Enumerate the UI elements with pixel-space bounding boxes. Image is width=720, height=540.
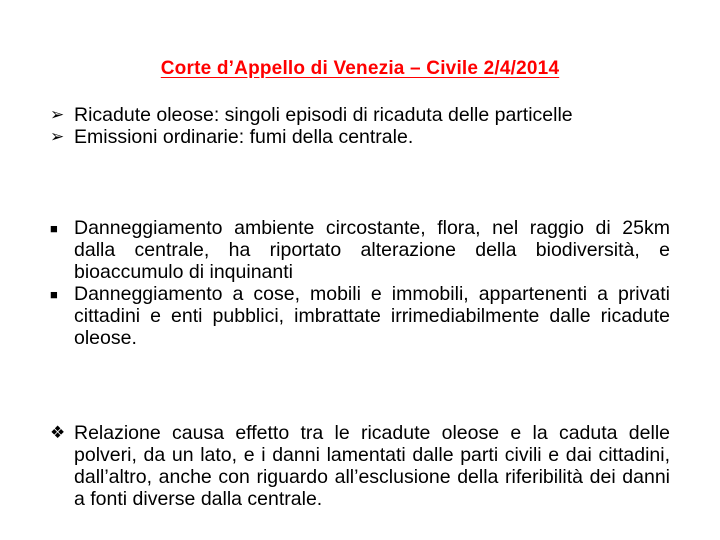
square-bullet-icon: ■ [50, 287, 58, 302]
list-item-text: Emissioni ordinarie: fumi della centrale. [74, 126, 414, 148]
list-item-text: Danneggiamento ambiente circostante, flora, nel raggio di 25km dalla centrale, ha riportato alterazione della biodiversità, e bioaccumulo di inquinanti [74, 217, 670, 283]
list-item-text: Relazione causa effetto tra le ricadute oleose e la caduta delle polveri, da un lato, e i danni lamentati dalle parti civili e dai cittadini, dall’altro, anche con riguardo all’esclusione della riferibilità dei danni a fonti diverse dalla centrale. [74, 422, 670, 510]
square-bullet-icon: ■ [50, 221, 58, 236]
list-item [50, 283, 670, 349]
diamond-bullet-list [50, 422, 670, 510]
arrow-bullet-icon: ➢ [50, 105, 65, 124]
slide-title: Corte d’Appello di Venezia – Civile 2/4/2014 [160, 58, 560, 79]
arrow-bullet-list [50, 104, 670, 148]
list-item [50, 422, 670, 510]
list-item [50, 126, 670, 148]
list-item [50, 104, 670, 126]
square-bullet-list [50, 217, 670, 349]
arrow-bullet-icon: ➢ [50, 127, 65, 146]
list-item [50, 217, 670, 283]
diamond-bullet-icon: ❖ [50, 423, 66, 442]
list-item-text: Danneggiamento a cose, mobili e immobili, appartenenti a privati cittadini e enti pubblici, imbrattate irrimediabilmente dalle ricadute oleose. [74, 283, 670, 349]
list-item-text: Ricadute oleose: singoli episodi di ricaduta delle particelle [74, 104, 573, 126]
